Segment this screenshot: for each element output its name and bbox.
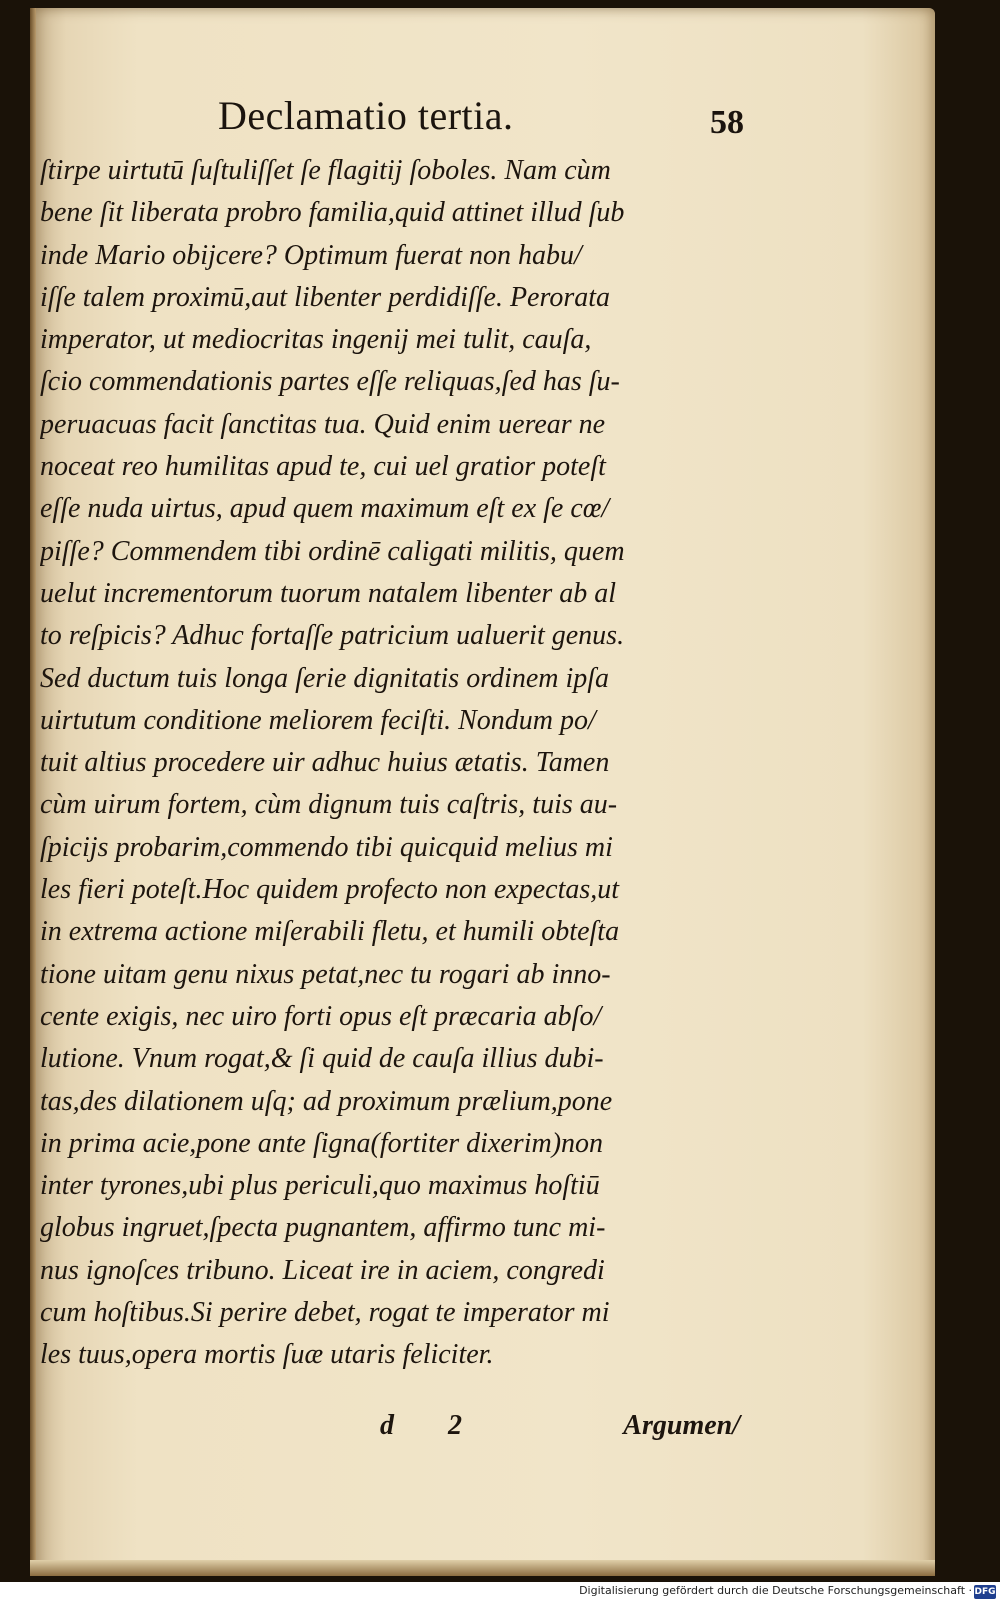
text-line: cum hoſtibus.Si perire debet, rogat te imperator mi [40, 1297, 610, 1329]
dfg-logo-icon: DFG [974, 1587, 996, 1597]
text-line: cùm uirum fortem, cùm dignum tuis caſtris, tuis au- [40, 789, 618, 821]
body-text [40, 150, 740, 1377]
text-line: les fieri poteſt.Hoc quidem profecto non expectas,ut [40, 874, 620, 906]
text-line: iſſe talem proximū,aut libenter perdidiſſe. Perorata [40, 281, 611, 313]
folio-number: 58 [710, 104, 744, 141]
text-line: les tuus,opera mortis ſuæ utaris feliciter. [40, 1339, 494, 1371]
signature-number: 2 [448, 1410, 462, 1441]
text-line: eſſe nuda uirtus, apud quem maximum eſt ex ſe cœ/ [40, 493, 610, 525]
text-line: piſſe? Commendem tibi ordinē caligati militis, quem [40, 535, 625, 567]
text-line: in prima acie,pone ante ſigna(fortiter dixerim)non [40, 1127, 604, 1159]
text-line: globus ingruet,ſpecta pugnantem, affirmo tunc mi- [40, 1212, 606, 1244]
text-line: tas,des dilationem uſq; ad proximum prælium,pone [40, 1085, 613, 1117]
text-line: ſpicijs probarim,commendo tibi quicquid melius mi [40, 831, 613, 863]
text-line: ſcio commendationis partes eſſe reliquas,ſed has ſu- [40, 366, 620, 398]
text-line: uelut incrementorum tuorum natalem libenter ab al [40, 577, 616, 609]
text-line: nus ignoſces tribuno. Liceat ire in aciem, congredi [40, 1254, 605, 1286]
page-bottom-edge [30, 1560, 935, 1576]
text-line: tuit altius procedere uir adhuc huius ætatis. Tamen [40, 747, 610, 779]
text-line: noceat reo humilitas apud te, cui uel gratior poteſt [40, 451, 606, 483]
funding-credit: Digitalisierung gefördert durch die Deutsche Forschungsgemeinschaft · [579, 1584, 972, 1597]
text-line: inter tyrones,ubi plus periculi,quo maximus hoſtiū [40, 1170, 600, 1202]
signature-mark: d [380, 1410, 394, 1441]
text-line: lutione. Vnum rogat,& ſi quid de cauſa illius dubi- [40, 1043, 604, 1075]
text-line: ſtirpe uirtutū ſuſtuliſſet ſe flagitij ſoboles. Nam cùm [40, 155, 611, 186]
running-head: Declamatio tertia. [218, 93, 514, 138]
text-line: cente exigis, nec uiro forti opus eſt præcaria abſo/ [40, 1000, 602, 1032]
text-line: in extrema actione miſerabili fletu, et humili obteſta [40, 916, 620, 948]
catchword: Argumen/ [623, 1410, 740, 1441]
text-line: to reſpicis? Adhuc fortaſſe patricium ualuerit genus. [40, 620, 625, 652]
text-line: bene ſit liberata probro familia,quid attinet illud ſub [40, 197, 625, 229]
page-footer [380, 1410, 740, 1454]
text-line: peruacuas facit ſanctitas tua. Quid enim uerear ne [40, 408, 606, 440]
text-line: Sed ductum tuis longa ſerie dignitatis ordinem ipſa [40, 662, 610, 694]
text-line: tione uitam genu nixus petat,nec tu rogari ab inno- [40, 958, 611, 990]
page-gutter [30, 8, 36, 1576]
text-line: imperator, ut mediocritas ingenij mei tulit, cauſa, [40, 324, 592, 356]
text-line: inde Mario obijcere? Optimum fuerat non habu/ [40, 239, 582, 271]
text-line: uirtutum conditione meliorem feciſti. Nondum po/ [40, 704, 596, 736]
